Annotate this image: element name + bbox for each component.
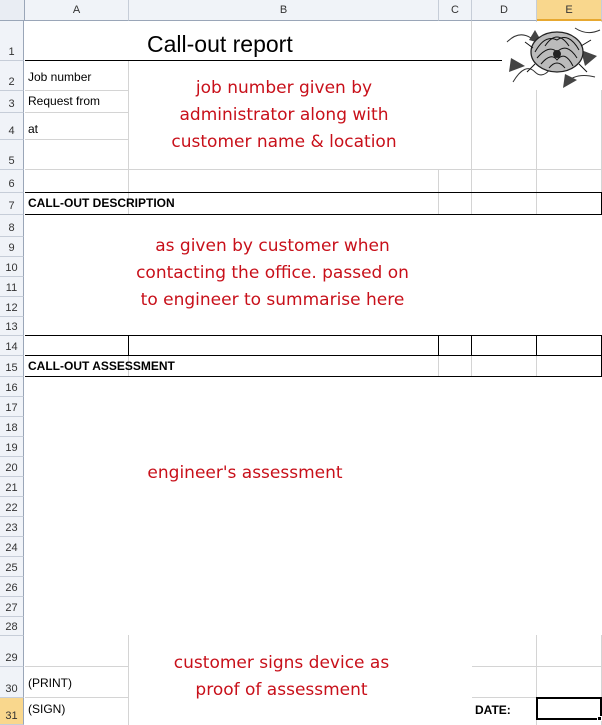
row-header-20[interactable] [0, 457, 24, 477]
flower-logo-icon[interactable] [505, 22, 602, 90]
job-number-note [129, 75, 439, 156]
row-header-24[interactable] [0, 537, 24, 557]
column-header-e[interactable]: E [537, 0, 602, 21]
date-label[interactable]: DATE: [475, 703, 511, 717]
description-note [25, 233, 520, 314]
row-number: 31 [5, 710, 18, 722]
row-header-31[interactable] [0, 698, 24, 725]
description-header[interactable]: CALL-OUT DESCRIPTION [28, 196, 175, 210]
row-number: 4 [8, 125, 15, 137]
row-header-15[interactable] [0, 356, 24, 377]
column-header-d[interactable]: D [472, 0, 537, 21]
row-header-26[interactable] [0, 577, 24, 597]
row-header-22[interactable] [0, 497, 24, 517]
row-header-10[interactable] [0, 257, 24, 277]
row-header-9[interactable] [0, 237, 24, 257]
gridline [25, 697, 129, 698]
border [25, 355, 602, 356]
row-header-1[interactable] [0, 21, 24, 61]
report-title: Call-out report [147, 31, 293, 57]
row-number: 28 [5, 621, 18, 633]
note-line: contacting the office. passed on [136, 263, 409, 283]
row-number: 6 [8, 178, 15, 190]
row-header-8[interactable] [0, 215, 24, 237]
row-header-7[interactable] [0, 193, 24, 215]
row-header-2[interactable] [0, 61, 24, 91]
row-number: 26 [5, 582, 18, 594]
row-number: 20 [5, 462, 18, 474]
border [25, 335, 602, 336]
row-number: 27 [5, 602, 18, 614]
cell-sign-label[interactable]: (SIGN) [28, 702, 66, 716]
note-line: administrator along with [179, 105, 389, 125]
signature-note [129, 650, 434, 704]
border [438, 335, 439, 356]
merged-area [25, 376, 602, 635]
row-number: 12 [5, 302, 18, 314]
border [471, 335, 472, 356]
row-number: 10 [5, 262, 18, 274]
row-header-29[interactable] [0, 636, 24, 667]
row-header-16[interactable] [0, 377, 24, 397]
row-header-28[interactable] [0, 617, 24, 636]
row-number: 30 [5, 683, 18, 695]
row-number: 24 [5, 542, 18, 554]
gridline [472, 666, 602, 667]
assessment-header[interactable]: CALL-OUT ASSESSMENT [28, 359, 175, 373]
row-number: 5 [8, 155, 15, 167]
row-number: 9 [8, 242, 15, 254]
row-number: 17 [5, 402, 18, 414]
row-header-25[interactable] [0, 557, 24, 577]
row-number: 25 [5, 562, 18, 574]
column-header-b[interactable]: B [129, 0, 439, 21]
note-line: customer name & location [171, 132, 397, 152]
row-number: 7 [8, 200, 15, 212]
row-header-6[interactable] [0, 170, 24, 193]
column-header-c[interactable]: C [439, 0, 472, 21]
border [25, 376, 602, 377]
row-header-23[interactable] [0, 517, 24, 537]
row-header-4[interactable] [0, 113, 24, 140]
select-all-corner[interactable] [0, 0, 25, 21]
row-header-11[interactable] [0, 277, 24, 297]
note-line: to engineer to summarise here [140, 290, 405, 310]
border [25, 60, 502, 61]
column-header-a[interactable]: A [25, 0, 129, 21]
row-header-12[interactable] [0, 297, 24, 317]
note-line: job number given by [195, 78, 373, 98]
cell-print-label[interactable]: (PRINT) [28, 676, 72, 690]
row-number: 22 [5, 502, 18, 514]
row-number: 23 [5, 522, 18, 534]
active-cell-e31[interactable] [536, 697, 602, 720]
row-number: 8 [8, 222, 15, 234]
row-header-27[interactable] [0, 597, 24, 617]
row-header-30[interactable] [0, 667, 24, 698]
flower-logo-drawing [505, 22, 602, 90]
border [25, 192, 602, 193]
row-header-18[interactable] [0, 417, 24, 437]
cell-job-number-label[interactable]: Job number [28, 70, 92, 84]
row-number: 21 [5, 482, 18, 494]
note-line: proof of assessment [195, 680, 368, 700]
gridline [25, 112, 129, 113]
fill-handle[interactable] [597, 716, 602, 721]
row-header-13[interactable] [0, 317, 24, 336]
row-header-19[interactable] [0, 437, 24, 457]
row-header-17[interactable] [0, 397, 24, 417]
row-number: 1 [8, 46, 15, 58]
row-number: 29 [5, 652, 18, 664]
border [25, 214, 602, 215]
row-number: 14 [5, 341, 18, 353]
gridline [25, 666, 129, 667]
border [536, 335, 537, 356]
row-number: 16 [5, 382, 18, 394]
assessment-note [90, 460, 400, 487]
row-header-21[interactable] [0, 477, 24, 497]
row-number: 15 [5, 362, 18, 374]
note-line: customer signs device as [173, 653, 390, 673]
row-header-3[interactable] [0, 91, 24, 113]
row-number: 13 [5, 321, 18, 333]
note-line: as given by customer when [155, 236, 390, 256]
note-line: engineer's assessment [147, 463, 343, 483]
row-number: 2 [8, 76, 15, 88]
row-number: 11 [5, 282, 18, 294]
row-number: 18 [5, 422, 18, 434]
row-number: 3 [8, 98, 15, 110]
row-number: 19 [5, 442, 18, 454]
gridline [25, 169, 602, 170]
row-header-14[interactable] [0, 336, 24, 356]
row-header-5[interactable] [0, 140, 24, 170]
gridline [25, 139, 129, 140]
gridline [25, 90, 129, 91]
cell-request-from-label[interactable]: Request from [28, 94, 101, 108]
cell-at-label[interactable]: at [28, 122, 39, 136]
border [128, 335, 129, 356]
